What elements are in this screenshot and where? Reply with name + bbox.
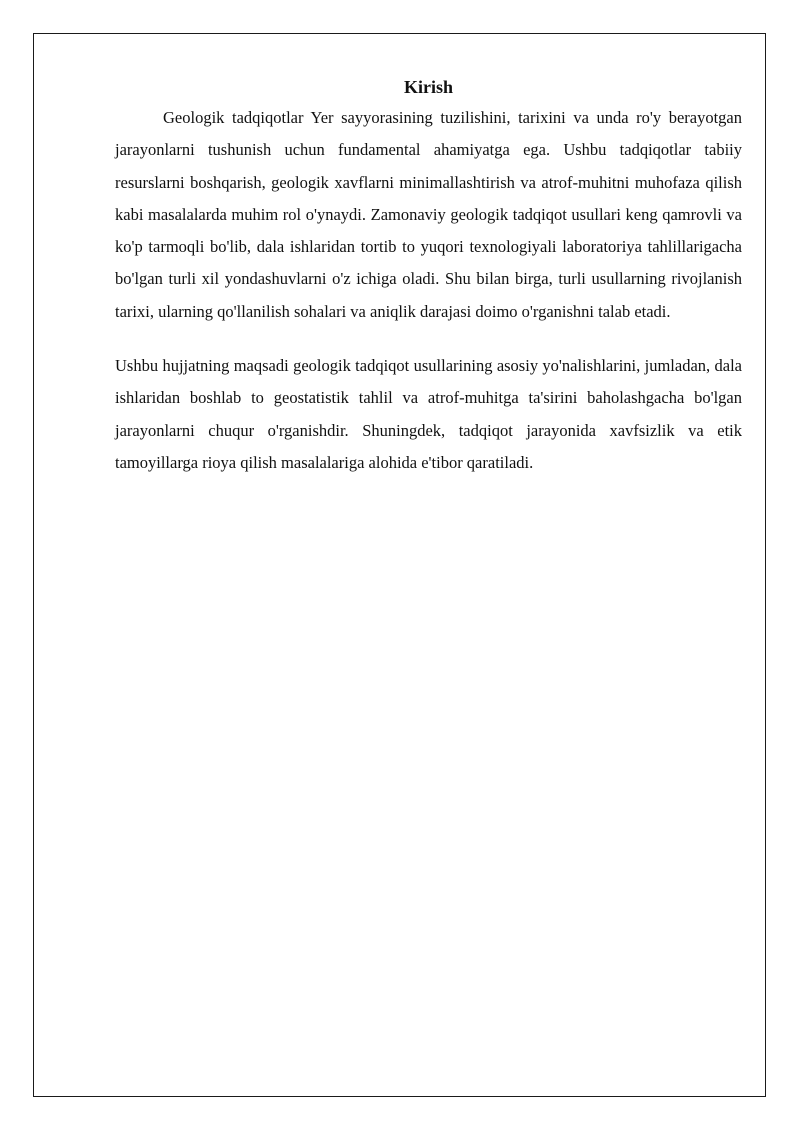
paragraph-2: Ushbu hujjatning maqsadi geologik tadqiqot usullarining asosiy yo'nalishlarini, jumladan, dala ishlaridan boshlab to geostatistik tahlil va atrof-muhitga ta'sirini baholashgacha bo'lgan jarayonlarni chuqur o'rganishdir. Shuningdek, tadqiqot jarayonida xavfsizlik va etik tamoyillarga rioya qilish masalalariga alohida e'tibor qaratiladi. [115, 356, 742, 472]
paragraph-1: Geologik tadqiqotlar Yer sayyorasining tuzilishini, tarixini va unda ro'y berayotgan jarayonlarni tushunish uchun fundamental ahamiyatga ega. Ushbu tadqiqotlar tabiiy resurslarni boshqarish, geologik xavflarni minimallashtirish va atrof-muhitni muhofaza qilish kabi masalalarda muhim rol o'ynaydi. Zamonaviy geologik tadqiqot usullari keng qamrovli va ko'p tarmoqli bo'lib, dala ishlaridan tortib to yuqori texnologiyali laboratoriya tahlillarigacha bo'lgan turli xil yondashuvlarni o'z ichiga oladi. Shu bilan birga, turli usullarning rivojlanish tarixi, ularning qo'llanilish sohalari va aniqlik darajasi doimo o'rganishni talab etadi. [115, 108, 742, 321]
section-title: Kirish [403, 77, 453, 97]
document-body [115, 72, 742, 479]
paragraph-spacer [115, 328, 742, 350]
